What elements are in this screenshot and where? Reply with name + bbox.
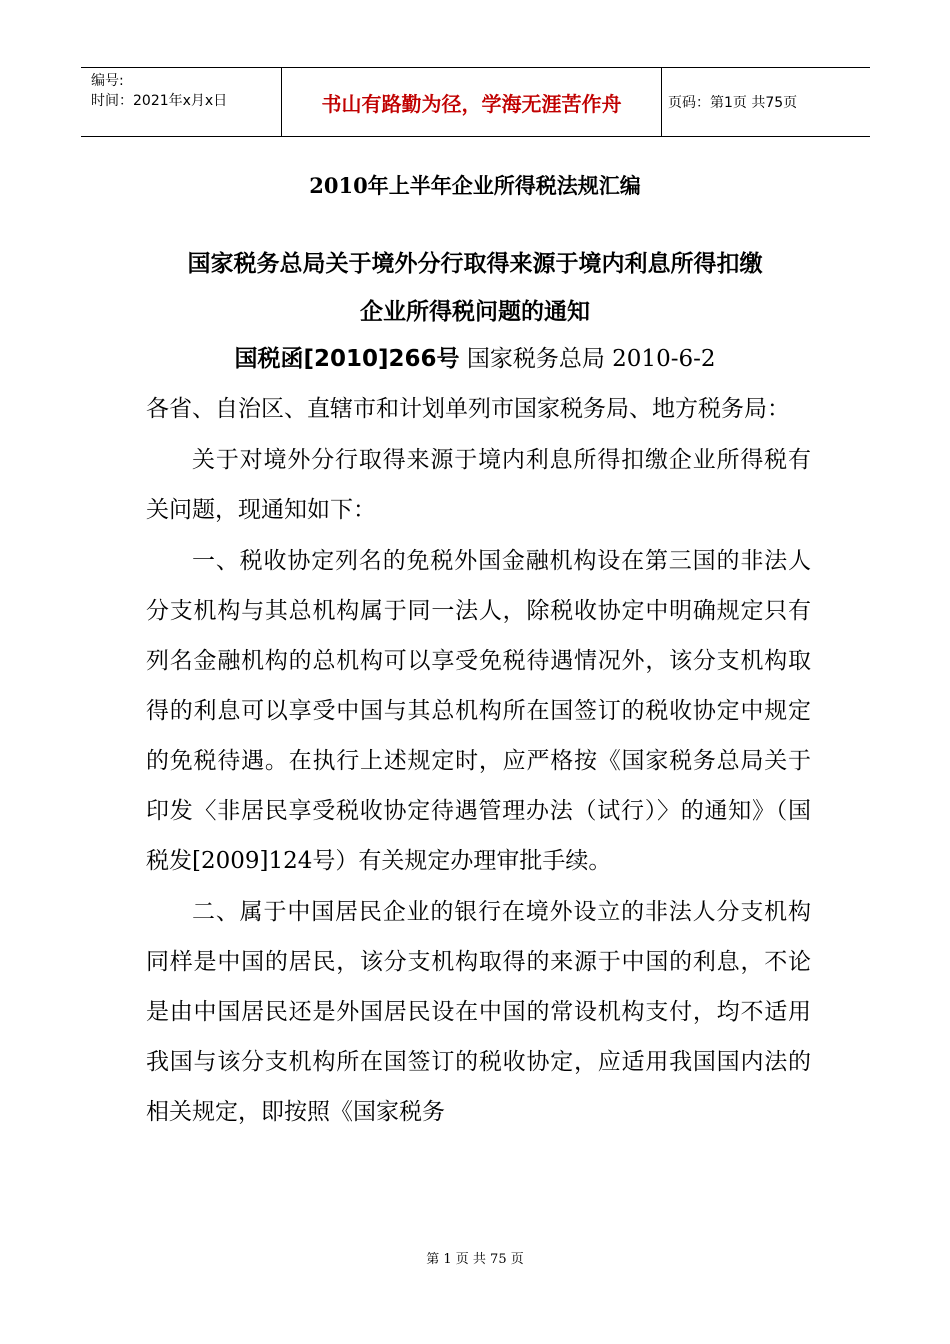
time-label: 时间：2021年x月x日 — [91, 93, 228, 109]
ref-number: 国税函[2010]266号 — [234, 346, 460, 372]
document-title: 2010年上半年企业所得税法规汇编 — [309, 173, 641, 198]
header-meta — [81, 68, 282, 136]
addressee-paragraph: 各省、自治区、直辖市和计划单列市国家税务局、地方税务局： — [146, 396, 790, 422]
document-body — [146, 384, 811, 1137]
ref-issuer-date: 国家税务总局 2010-6-2 — [459, 346, 716, 372]
motto: 书山有路勤为径，学海无涯苦作舟 — [282, 68, 662, 136]
body-paragraph: 二、属于中国居民企业的银行在境外设立的非法人分支机构同样是中国的居民，该分支机构取得的来源于中国的利息，不论是由中国居民还是外国居民设在中国的常设机构支付，均不适用我国与该分支机构所在国签订的税收协定，应适用我国国内法的相关规定，即按照《国家税务 — [146, 899, 811, 1125]
body-paragraph: 关于对境外分行取得来源于境内利息所得扣缴企业所得税有关问题，现通知如下： — [146, 447, 811, 523]
page-info: 页码：第1页 共75页 — [668, 95, 798, 111]
notice-title-line1: 国家税务总局关于境外分行取得来源于境内利息所得扣缴 — [187, 251, 763, 277]
document-reference — [145, 340, 805, 373]
page-header — [81, 67, 870, 137]
notice-title-line2: 企业所得税问题的通知 — [360, 299, 590, 325]
page-footer: 第 1 页 共 75 页 — [426, 1252, 524, 1267]
body-paragraph: 一、税收协定列名的免税外国金融机构设在第三国的非法人分支机构与其总机构属于同一法人，除税收协定中明确规定只有列名金融机构的总机构可以享受免税待遇情况外，该分支机构取得的利息可以享受中国与其总机构所在国签订的税收协定中规定的免税待遇。在执行上述规定时，应严格按《国家税务总局关于印发〈非居民享受税收协定待遇管理办法（试行）〉的通知》（国税发[2009]124号）有关规定办理审批手续。 — [146, 548, 811, 874]
number-label: 编号: — [91, 73, 124, 89]
